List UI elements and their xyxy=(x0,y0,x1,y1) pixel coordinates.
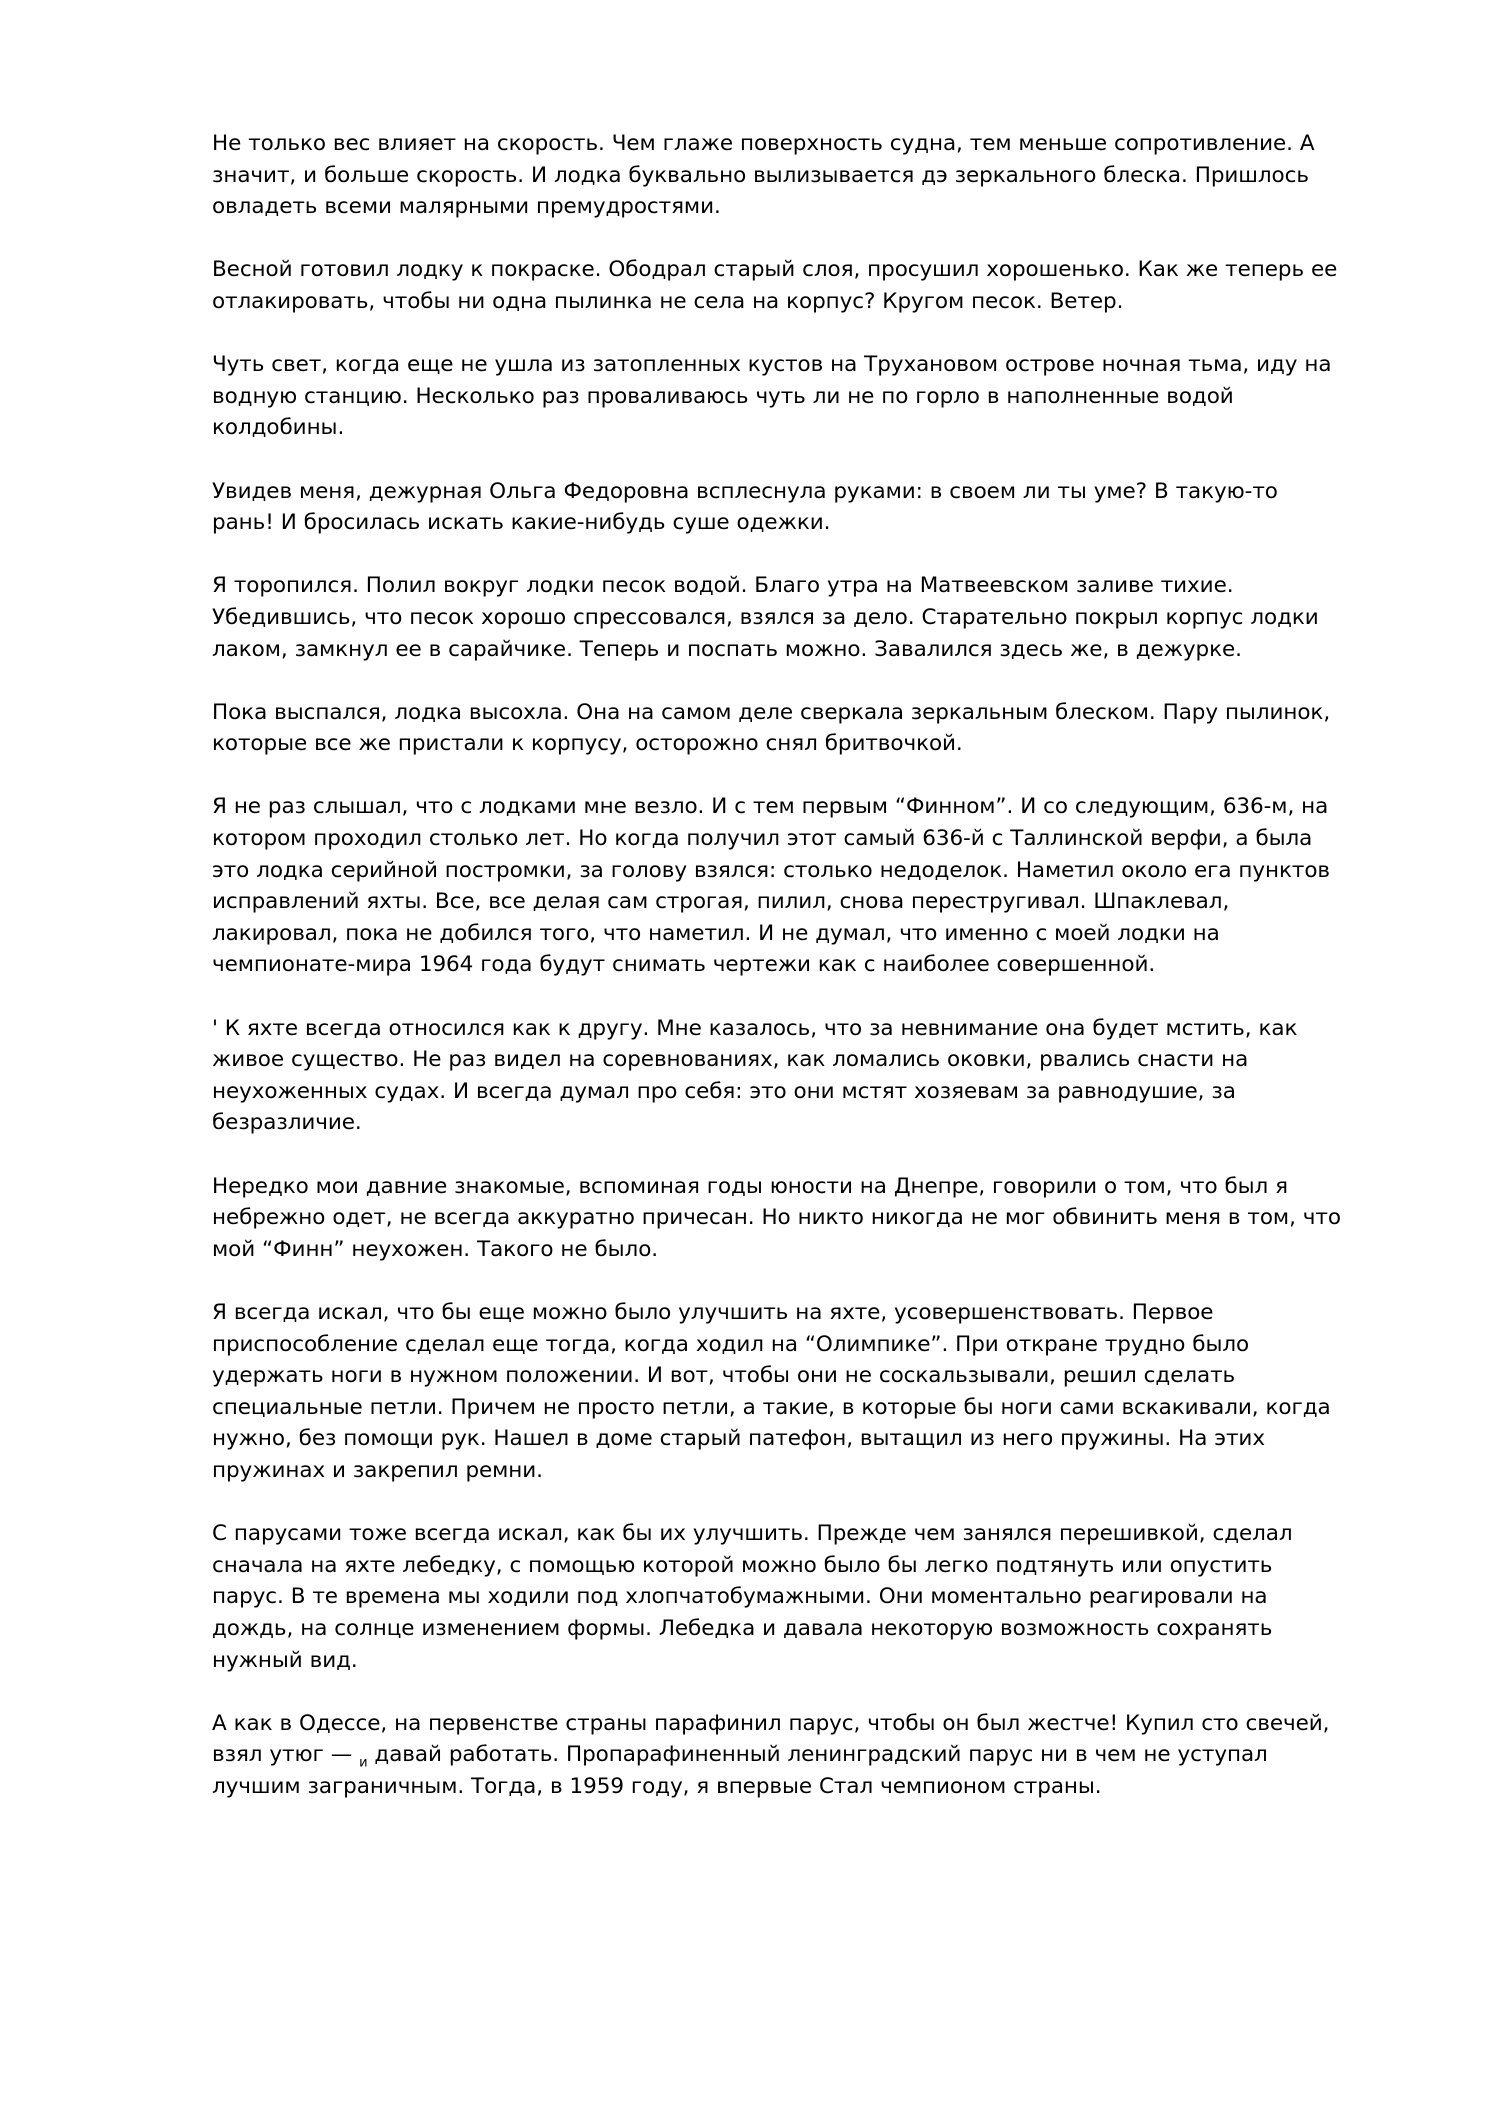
paragraph: С парусами тоже всегда искал, как бы их улучшить. Прежде чем занялся перешивкой, сделал сначала на яхте лебедку, с помощью которой можно было бы легко подтянуть или опустить парус. В те времена мы ходили под хлопчатобумажными. Они моментально реагировали на дождь, на солнце изменением формы. Лебедка и давала некоторую возможность сохранять нужный вид. xyxy=(212,1521,1300,1673)
paragraph: Я всегда искал, что бы еще можно было улучшить на яхте, усовершенствовать. Первое приспособление сделал еще тогда, когда ходил на “Олимпике”. При откране трудно было удержать ноги в нужном положении. И вот, чтобы они не соскальзывали, решил сделать специальные петли. Причем не просто петли, а такие, в которые бы ноги сами вскакивали, когда нужно, без помощи рук. Нашел в доме старый патефон, вытащил из него пружины. На этих пружинах и закрепил ремни. xyxy=(212,1299,1338,1483)
paragraph: Я торопился. Полил вокруг лодки песок водой. Благо утра на Матвеевском заливе тихие. Убедившись, что песок хорошо спрессовался, взялся за дело. Старательно покрыл корпус лодки лаком, замкнул ее в сарайчике. Теперь и поспать можно. Завалился здесь же, в дежурке. xyxy=(212,573,1326,662)
paragraph: Весной готовил лодку к покраске. Ободрал старый слоя, просушил хорошенько. Как же теперь ее отлакировать, чтобы ни одна пылинка не села на корпус? Кругом песок. Ветер. xyxy=(212,257,1345,314)
paragraph: Я не раз слышал, что с лодками мне везло. И с тем первым “Финном”. И со следующим, 636-м, на котором проходил столько лет. Но когда получил этот самый 636-й с Таллинской верфи, а была это лодка серийной постромки, за голову взялся: столько недоделок. Наметил около ега пунктов исправлений яхты. Все, все делая сам строгая, пилил, снова перестругивал. Шпаклевал, лакировал, пока не добился того, что наметил. И не думал, что именно с моей лодки на чемпионате-мира 1964 года будут снимать чертежи как с наиболее совершенной. xyxy=(212,794,1337,978)
paragraph: Чуть свет, когда еще не ушла из затопленных кустов на Трухановом острове ночная тьма, иду на водную станцию. Несколько раз проваливаюсь чуть ли не по горло в наполненные водой колдобины. xyxy=(212,352,1339,441)
paragraph: Не только вес влияет на скорость. Чем глаже поверхность судна, тем меньше сопротивление. А значит, и больше скорость. И лодка буквально вылизывается дэ зеркального блеска. Пришлось овладеть всеми малярными премудростями. xyxy=(212,131,1322,220)
paragraph: ' К яхте всегда относился как к другу. Мне казалось, что за невнимание она будет мстить, как живое существо. Не раз видел на соревнованиях, как ломались оковки, рвались снасти на неухоженных судах. И всегда думал про себя: это они мстят хозяевам за равнодушие, за безразличие. xyxy=(212,1015,1305,1136)
subscript-glyph: и xyxy=(359,1755,368,1771)
paragraph: Увидев меня, дежурная Ольга Федоровна всплеснула руками: в своем ли ты уме? В такую-то рань! И бросилась искать какие-нибудь суше одежки. xyxy=(212,478,1285,536)
paragraph: Пока выспался, лодка высохла. Она на самом деле сверкала зеркальным блеском. Пару пылинок, которые все же пристали к корпусу, осторожно снял бритвочкой. xyxy=(212,699,1338,757)
paragraph: Нередко мои давние знакомые, вспоминая годы юности на Днепре, говорили о том, что был я небрежно одет, не всегда аккуратно причесан. Но никто никогда не мог обвинить меня в том, что мой “Финн” неухожен. Такого не было. xyxy=(212,1173,1348,1262)
paragraph-with-subscript: А как в Одессе, на первенстве страны парафинил парус, чтобы он был жестче! Купил сто свечей, взял утюг — $_и$ давай работать. Пропарафиненный ленинградский парус ни в чем не уступал лучшим заграничным. Тогда, в 1959 году, я впервые Стал чемпионом страны. xyxy=(212,1710,1337,1799)
text-column xyxy=(212,128,1348,1802)
